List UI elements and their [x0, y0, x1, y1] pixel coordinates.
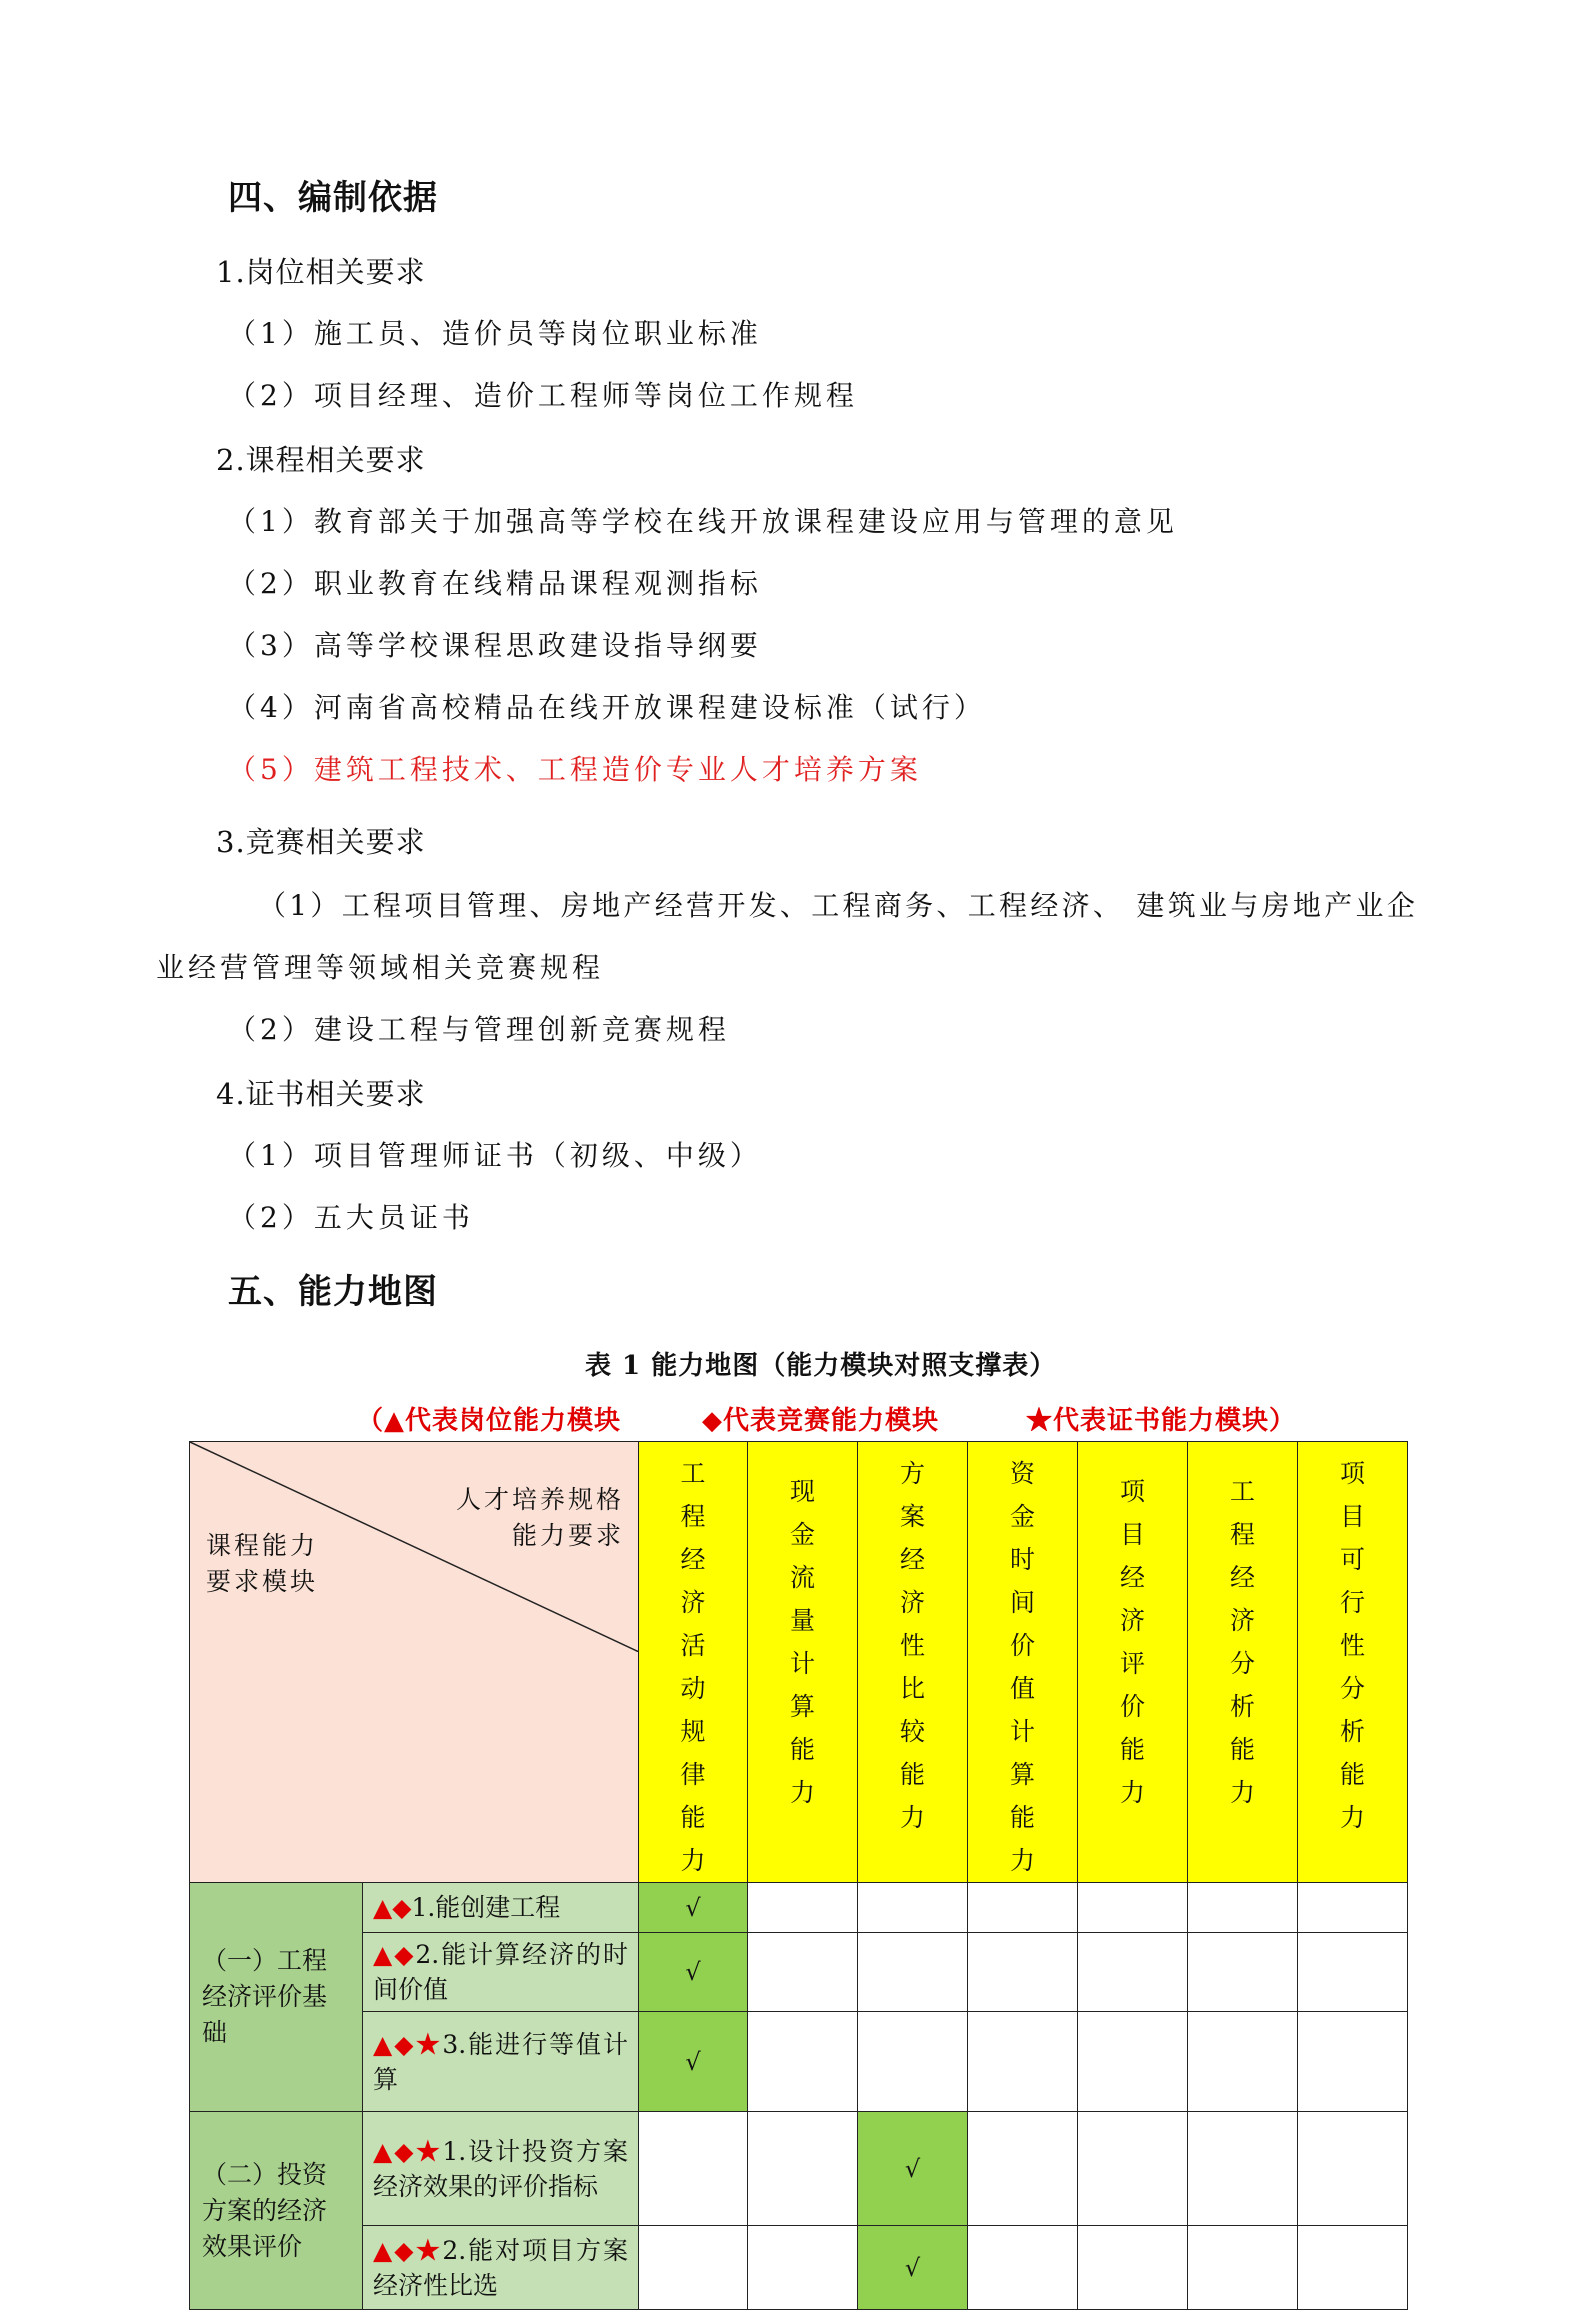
- group2-item5: （5）建筑工程技术、工程造价专业人才培养方案: [228, 753, 922, 786]
- group1-heading: 1.岗位相关要求: [216, 255, 426, 289]
- legend-competition: ◆代表竞赛能力模块: [702, 1406, 939, 1436]
- group4-heading: 4.证书相关要求: [216, 1077, 426, 1111]
- skill-marks: ▲◆★: [373, 2235, 443, 2265]
- skill-cell: [363, 2226, 639, 2310]
- legend-position: （▲代表岗位能力模块: [357, 1406, 621, 1436]
- skill-cell: [363, 1933, 639, 2012]
- group2-item4: （4）河南省高校精品在线开放课程建设标准（试行）: [228, 691, 986, 724]
- table-row: [190, 1933, 1408, 2012]
- column-header: 工程经济分析能力: [1188, 1442, 1298, 1883]
- skill-text: 1.能创建工程: [411, 1893, 561, 1922]
- skill-marks: ▲◆★: [373, 2029, 443, 2059]
- check-cell: √: [639, 2012, 748, 2112]
- table-caption: 表 1 能力地图（能力模块对照支撑表）: [585, 1351, 1057, 1381]
- skill-cell: [363, 2112, 639, 2226]
- table-corner-cell: [190, 1442, 639, 1883]
- skill-text: 3.能进行等值计算: [373, 2029, 629, 2094]
- table-row: [190, 2226, 1408, 2310]
- column-header: 项目可行性分析能力: [1298, 1442, 1408, 1883]
- skill-text: 2.能对项目方案经济性比选: [373, 2235, 629, 2300]
- module-cell: （二）投资方案的经济效果评价: [190, 2112, 363, 2310]
- group1-item2: （2）项目经理、造价工程师等岗位工作规程: [228, 379, 858, 412]
- skill-marks: ▲◆: [373, 1940, 416, 1969]
- skill-text: 1.设计投资方案经济效果的评价指标: [373, 2136, 629, 2201]
- column-header: 现金流量计算能力: [748, 1442, 858, 1883]
- skill-text: 2.能计算经济的时间价值: [373, 1940, 629, 2004]
- group3-item1-line2: 业经营管理等领域相关竞赛规程: [156, 951, 605, 984]
- column-header: 资金时间价值计算能力: [968, 1442, 1078, 1883]
- check-cell: √: [639, 1883, 748, 1933]
- group3-item1-line1: （1）工程项目管理、房地产经营开发、工程商务、工程经济、 建筑业与房地产业企: [258, 889, 1419, 922]
- group4-item1: （1）项目管理师证书（初级、中级）: [228, 1139, 762, 1172]
- column-header: 工程经济活动规律能力: [639, 1442, 748, 1883]
- group2-item1: （1）教育部关于加强高等学校在线开放课程建设应用与管理的意见: [228, 505, 1178, 538]
- skill-cell: [363, 1883, 639, 1933]
- check-cell: √: [639, 1933, 748, 2012]
- skill-cell: [363, 2012, 639, 2112]
- skill-marks: ▲◆: [373, 1893, 412, 1922]
- section4-title: 四、编制依据: [228, 178, 438, 218]
- ability-map-table: [189, 1441, 1408, 2310]
- table-row: [190, 2112, 1408, 2226]
- corner-bottom-label: 课程能力要求模块: [206, 1531, 319, 1596]
- group4-item2: （2）五大员证书: [228, 1201, 474, 1234]
- column-header: 方案经济性比较能力: [858, 1442, 968, 1883]
- table-row: [190, 2012, 1408, 2112]
- corner-top-label: 人才培养规格能力要求: [455, 1485, 624, 1550]
- check-cell: √: [858, 2112, 968, 2226]
- group2-item2: （2）职业教育在线精品课程观测指标: [228, 567, 762, 600]
- group2-heading: 2.课程相关要求: [216, 443, 426, 477]
- table-row: [190, 1883, 1408, 1933]
- legend-certificate: ★代表证书能力模块）: [1026, 1406, 1297, 1436]
- group3-heading: 3.竞赛相关要求: [216, 825, 426, 859]
- section5-title: 五、能力地图: [228, 1272, 438, 1312]
- group2-item3: （3）高等学校课程思政建设指导纲要: [228, 629, 762, 662]
- check-cell: √: [858, 2226, 968, 2310]
- skill-marks: ▲◆★: [373, 2136, 443, 2166]
- group3-item2: （2）建设工程与管理创新竞赛规程: [228, 1013, 730, 1046]
- group1-item1: （1）施工员、造价员等岗位职业标准: [228, 317, 762, 350]
- column-header: 项目经济评价能力: [1078, 1442, 1188, 1883]
- module-cell: （一）工程经济评价基础: [190, 1883, 363, 2112]
